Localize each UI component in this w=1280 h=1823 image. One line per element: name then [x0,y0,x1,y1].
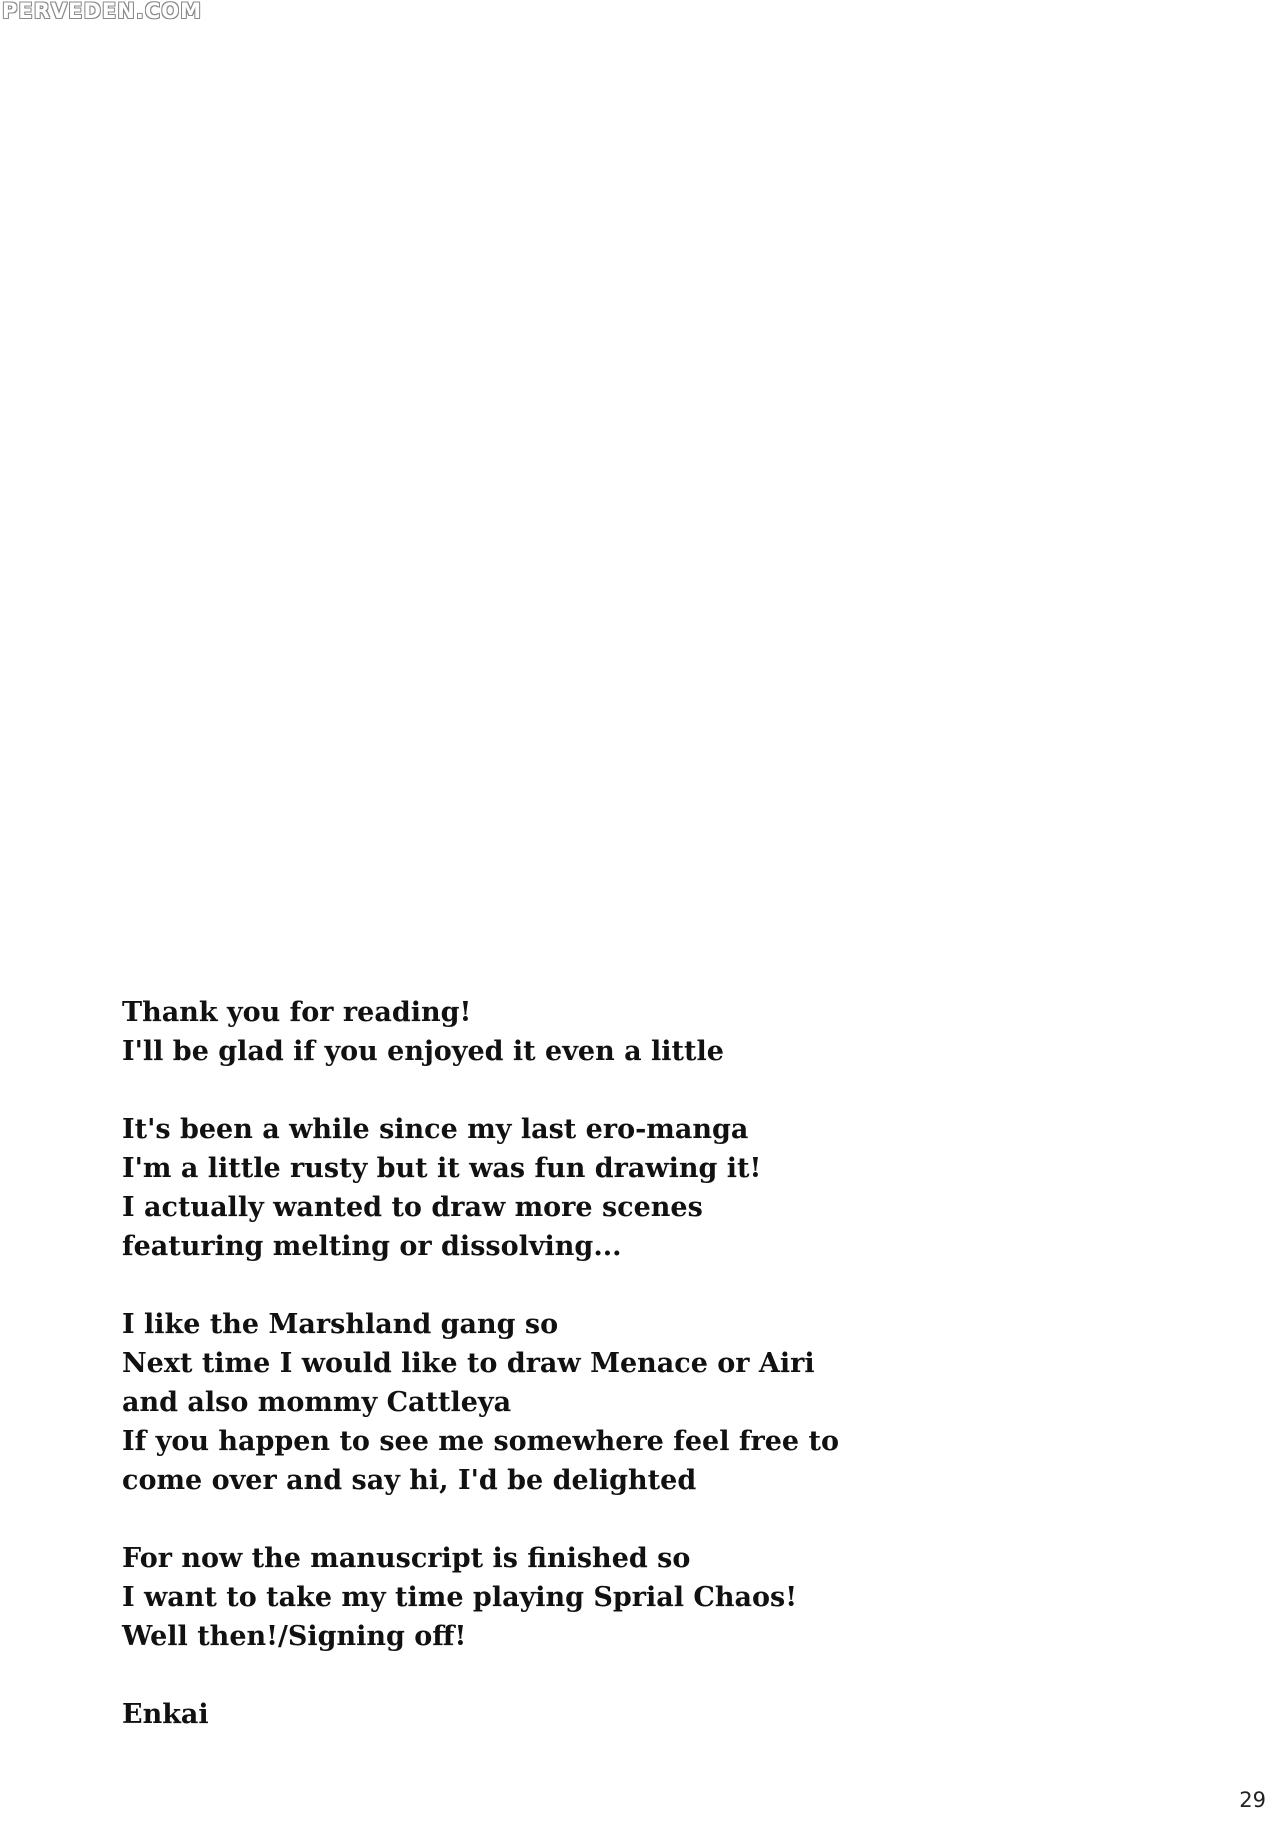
paragraph-thanks [122,993,1122,1071]
text-line: and also mommy Cattleya [122,1387,512,1418]
text-line: I want to take my time playing Sprial Chaos! [122,1582,798,1613]
paragraph-ero-manga [122,1110,1122,1266]
text-line: I'm a little rusty but it was fun drawing it! [122,1153,762,1184]
text-line: Next time I would like to draw Menace or Airi [122,1348,815,1379]
page-number: 29 [1239,1788,1266,1812]
text-line: Thank you for reading! [122,997,472,1028]
text-line: featuring melting or dissolving... [122,1231,622,1262]
text-line: I like the Marshland gang so [122,1309,559,1340]
signature-text: Enkai [122,1699,209,1730]
author-signature [122,1695,1122,1734]
text-line: come over and say hi, I'd be delighted [122,1465,697,1496]
text-line: I'll be glad if you enjoyed it even a little [122,1036,724,1067]
afterword-text [122,993,1122,1734]
paragraph-marshland [122,1305,1122,1500]
site-watermark-logo: PERVEDEN.COM [2,0,202,23]
text-line: It's been a while since my last ero-manga [122,1114,749,1145]
text-line: I actually wanted to draw more scenes [122,1192,703,1223]
text-line: If you happen to see me somewhere feel free to [122,1426,839,1457]
text-line: Well then!/Signing off! [122,1621,467,1652]
paragraph-signing-off [122,1539,1122,1656]
text-line: For now the manuscript is finished so [122,1543,691,1574]
